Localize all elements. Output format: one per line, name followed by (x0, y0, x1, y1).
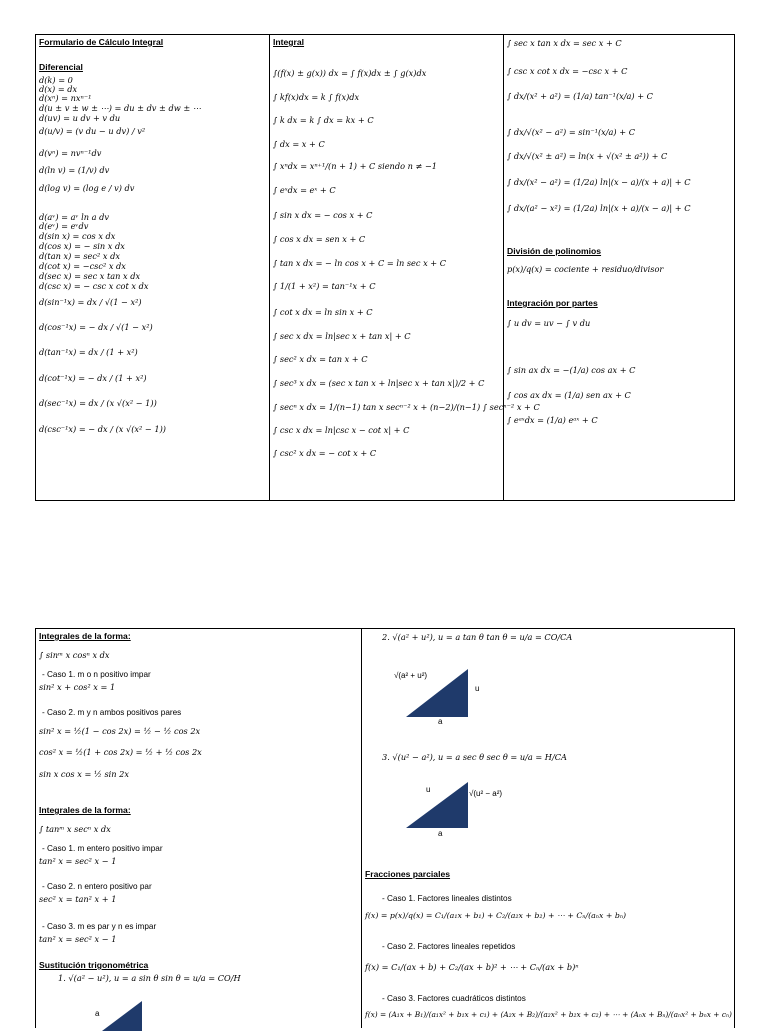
triangle-2-base: a (438, 717, 443, 726)
formula-line: d(ln v) = (1/v) dv (39, 165, 110, 175)
formula-line: ∫ dx/(x² − a²) = (1/2a) ln|(x − a)/(x + a)| + C (507, 177, 691, 187)
column-substitution-fractions (361, 629, 734, 1028)
formula-sheet-bottom (35, 628, 735, 1028)
case-label: - Caso 3. Factores cuadráticos distintos (382, 994, 526, 1003)
substitution-3: 3. √(u² − a²), u = a sec θ sec θ = u/a = H/CA (382, 752, 567, 762)
formula-line: d(sin x) = cos x dx (39, 231, 116, 241)
formula-line: d(cos⁻¹x) = − dx / √(1 − x²) (39, 322, 153, 332)
formula-line: d(tan x) = sec² x dx (39, 251, 120, 261)
formula-line: ∫ dx/√(x² ± a²) = ln(x + √(x² ± a²)) + C (507, 151, 668, 161)
formula-line: d(csc⁻¹x) = − dx / (x √(x² − 1)) (39, 424, 166, 434)
identity: sin² x = ½(1 − cos 2x) = ½ − ½ cos 2x (39, 726, 201, 736)
formula-line: d(vⁿ) = nvⁿ⁻¹dv (39, 148, 102, 158)
formula-line: d(cos x) = − sin x dx (39, 241, 125, 251)
formula-line: d(sin⁻¹x) = dx / √(1 − x²) (39, 297, 142, 307)
formula-line: d(u ± v ± w ± ⋯) = du ± dv ± dw ± ⋯ (39, 103, 201, 113)
section-fracciones: Fracciones parciales (365, 869, 451, 879)
formula-line: ∫ sec x dx = ln|sec x + tan x| + C (273, 331, 411, 341)
parts-formula: ∫ u dv = uv − ∫ v du (507, 318, 591, 328)
section-integrales-forma-1: Integrales de la forma: (39, 631, 131, 641)
form-sin-cos: ∫ sinᵐ x cosⁿ x dx (39, 650, 110, 660)
formula-line: d(eᵛ) = eᵛdv (39, 221, 89, 231)
formula-line: d(uv) = u dv + v du (39, 113, 121, 123)
formula-line: ∫ dx/(a² − x²) = (1/2a) ln|(x + a)/(x − a)| + C (507, 203, 691, 213)
triangle-2-side: u (475, 684, 480, 693)
identity: sec² x = tan² x + 1 (39, 894, 117, 904)
formula-line: d(aᵛ) = aᵛ ln a dv (39, 212, 110, 222)
formula-line: ∫ sec² x dx = tan x + C (273, 354, 368, 364)
formula-line: d(csc x) = − csc x cot x dx (39, 281, 149, 291)
formula-line: d(u/v) = (v du − u dv) / v² (39, 126, 146, 136)
form-tan-sec: ∫ tanᵐ x secⁿ x dx (39, 824, 111, 834)
sheet-title: Formulario de Cálculo Integral (39, 37, 164, 47)
triangle-3-base: a (438, 829, 443, 838)
case-label: - Caso 2. m y n ambos positivos pares (42, 708, 182, 717)
triangle-2-hyp: √(a² + u²) (394, 671, 428, 680)
formula-line: ∫ xⁿdx = xⁿ⁺¹/(n + 1) + C siendo n ≠ −1 (273, 161, 438, 171)
partial-fraction-2: f(x) = C₁/(ax + b) + C₂/(ax + b)² + ⋯ + Cₙ/(ax + b)ⁿ (365, 962, 579, 972)
formula-line: d(cot⁻¹x) = − dx / (1 + x²) (39, 373, 147, 383)
column-integrals (269, 35, 540, 500)
identity: sin² x + cos² x = 1 (39, 682, 116, 692)
section-division: División de polinomios (507, 246, 602, 256)
formula-line: ∫ eᵃˣdx = (1/a) eᵃˣ + C (507, 415, 598, 425)
formula-line: ∫ tan x dx = − ln cos x + C = ln sec x + C (273, 258, 447, 268)
formula-line: ∫ csc x cot x dx = −csc x + C (507, 66, 628, 76)
formula-line: ∫ cot x dx = ln sin x + C (273, 307, 373, 317)
formula-line: ∫ eˣdx = eˣ + C (273, 185, 336, 195)
formula-line: ∫ k dx = k ∫ dx = kx + C (273, 115, 374, 125)
formula-line: ∫ sec³ x dx = (sec x tan x + ln|sec x + tan x|)/2 + C (273, 378, 485, 388)
division-formula: p(x)/q(x) = cociente + residuo/divisor (507, 264, 664, 274)
formula-line: ∫ sec x tan x dx = sec x + C (507, 38, 622, 48)
formula-sheet-top (35, 34, 735, 501)
identity: sin x cos x = ½ sin 2x (39, 769, 129, 779)
formula-line: ∫ cos x dx = sen x + C (273, 234, 366, 244)
right-triangle-2 (406, 669, 468, 717)
case-label: - Caso 1. m entero positivo impar (42, 844, 163, 853)
section-parts: Integración por partes (507, 298, 598, 308)
case-label: - Caso 2. n entero positivo par (42, 882, 152, 891)
identity: cos² x = ½(1 + cos 2x) = ½ + ½ cos 2x (39, 747, 202, 757)
formula-line: ∫(f(x) ± g(x)) dx = ∫ f(x)dx ± ∫ g(x)dx (273, 68, 427, 78)
section-integrales-forma-2: Integrales de la forma: (39, 805, 131, 815)
formula-line: ∫ secⁿ x dx = 1/(n−1) tan x secⁿ⁻² x + (n−2)/(n−1) ∫ secⁿ⁻² x + C (273, 402, 540, 412)
partial-fraction-1: f(x) = p(x)/q(x) = C₁/(a₁x + b₁) + C₂/(a₂x + b₂) + ⋯ + Cₙ/(aₙx + bₙ) (365, 911, 627, 920)
formula-line: ∫ csc x dx = ln|csc x − cot x| + C (273, 425, 410, 435)
formula-line: ∫ dx/(x² + a²) = (1/a) tan⁻¹(x/a) + C (507, 91, 653, 101)
formula-line: d(sec⁻¹x) = dx / (x √(x² − 1)) (39, 398, 157, 408)
section-integral: Integral (273, 37, 305, 47)
formula-line: ∫ csc² x dx = − cot x + C (273, 448, 377, 458)
section-sustitucion: Sustitución trigonométrica (39, 960, 149, 970)
substitution-2: 2. √(a² + u²), u = a tan θ tan θ = u/a = CO/CA (382, 632, 573, 642)
right-triangle-3 (406, 782, 468, 828)
formula-line: d(x) = dx (39, 84, 78, 94)
formula-line: d(xⁿ) = nxⁿ⁻¹ (39, 93, 92, 103)
case-label: - Caso 2. Factores lineales repetidos (382, 942, 516, 951)
case-label: - Caso 1. Factores lineales distintos (382, 894, 512, 903)
formula-line: ∫ kf(x)dx = k ∫ f(x)dx (273, 92, 360, 102)
formula-line: d(sec x) = sec x tan x dx (39, 271, 141, 281)
formula-line: ∫ sin ax dx = −(1/a) cos ax + C (507, 365, 636, 375)
formula-line: d(log v) = (log e / v) dv (39, 183, 135, 193)
triangle-3-hyp: √(u² − a²) (469, 789, 503, 798)
right-triangle-1 (102, 1001, 142, 1031)
formula-line: ∫ 1/(1 + x²) = tan⁻¹x + C (273, 281, 376, 291)
formula-line: d(cot x) = −csc² x dx (39, 261, 126, 271)
substitution-1: 1. √(a² − u²), u = a sin θ sin θ = u/a = CO/H (58, 973, 241, 983)
column-more-integrals (503, 35, 734, 500)
formula-line: ∫ dx/√(x² − a²) = sin⁻¹(x/a) + C (507, 127, 635, 137)
triangle-1-label: a (95, 1009, 100, 1018)
case-label: - Caso 1. m o n positivo impar (42, 670, 151, 679)
partial-fraction-3: f(x) = (A₁x + B₁)/(a₁x² + b₁x + c₁) + (A₂x + B₂)/(a₂x² + b₂x + c₂) + ⋯ + (Aₙx + Bₙ)/(aₙx² + bₙx + cₙ) (365, 1010, 732, 1019)
formula-line: ∫ dx = x + C (273, 139, 325, 149)
column-derivatives (36, 35, 269, 500)
section-diferencial: Diferencial (39, 62, 83, 72)
triangle-3-left: u (426, 785, 431, 794)
identity: tan² x = sec² x − 1 (39, 856, 117, 866)
formula-line: d(k) = 0 (39, 75, 73, 85)
case-label: - Caso 3. m es par y n es impar (42, 922, 157, 931)
column-trig-integrals (36, 629, 361, 1028)
identity: tan² x = sec² x − 1 (39, 934, 117, 944)
formula-line: d(tan⁻¹x) = dx / (1 + x²) (39, 347, 138, 357)
formula-line: ∫ cos ax dx = (1/a) sen ax + C (507, 390, 631, 400)
formula-line: ∫ sin x dx = − cos x + C (273, 210, 373, 220)
